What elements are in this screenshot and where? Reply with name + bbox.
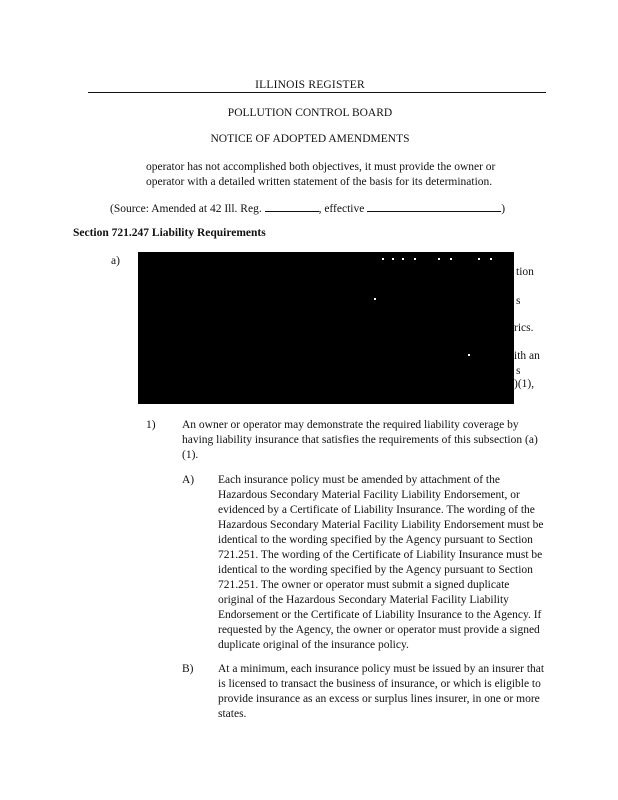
source-prefix: (Source: Amended at 42 Ill. Reg. xyxy=(110,203,265,215)
previous-paragraph: operator has not accomplished both objectives, it must provide the owner or operator with a detailed written statement of the basis for its determination. xyxy=(146,161,496,188)
fragment-4: ith an xyxy=(514,350,540,362)
paragraph-A-text: Each insurance policy must be amended by attachment of the Hazardous Secondary Material Facility Liability Endorsement, or evidenced by a Certificate of Liability Insurance. The wording of the Hazardous Secondary Material Facility Liability Endorsement must be identical to the wording specified by the Agency pursuant to Section 721.251. The wording of the Certificate of Liability Insurance must be identical to the wording specified by the Agency pursuant to Section 721.251. The owner or operator must submit a signed duplicate original of the Hazardous Secondary Material Facility Liability Endorsement or the Certificate of Liability Insurance to the Agency. If requested by the Agency, the owner or operator must provide a signed duplicate original of the insurance policy. xyxy=(218,474,544,651)
source-middle: , effective xyxy=(318,203,368,215)
reg-blank xyxy=(265,200,319,212)
header-rule-left xyxy=(88,92,118,93)
source-suffix: ) xyxy=(501,203,506,215)
effective-blank xyxy=(367,200,501,212)
source-line xyxy=(110,200,530,217)
paragraph-B-text: At a minimum, each insurance policy must be issued by an insurer that is licensed to transact the business of insurance, or which is eligible to provide insurance as an excess or surplus lines insurer, in one or more states. xyxy=(218,663,545,720)
fragment-6: )(1), xyxy=(514,378,535,390)
paragraph-B-label: B) xyxy=(182,663,194,675)
register-title: ILLINOIS REGISTER xyxy=(255,79,365,91)
fragment-5: s xyxy=(516,365,521,377)
paragraph-1-text: An owner or operator may demonstrate the required liability coverage by having liability insurance that satisfies the requirements of this subsection (a)(1). xyxy=(182,419,538,461)
subsection-a-label: a) xyxy=(111,255,120,267)
redaction-block xyxy=(138,252,514,404)
header-rule xyxy=(118,92,546,93)
fragment-2: s xyxy=(516,295,521,307)
paragraph-A-label: A) xyxy=(182,474,195,486)
section-heading: Section 721.247 Liability Requirements xyxy=(73,227,266,239)
paragraph-1-label: 1) xyxy=(146,419,156,431)
notice-title: NOTICE OF ADOPTED AMENDMENTS xyxy=(210,133,410,145)
fragment-3: rics. xyxy=(514,322,534,334)
fragment-1: tion xyxy=(516,266,534,278)
board-title: POLLUTION CONTROL BOARD xyxy=(227,107,393,119)
